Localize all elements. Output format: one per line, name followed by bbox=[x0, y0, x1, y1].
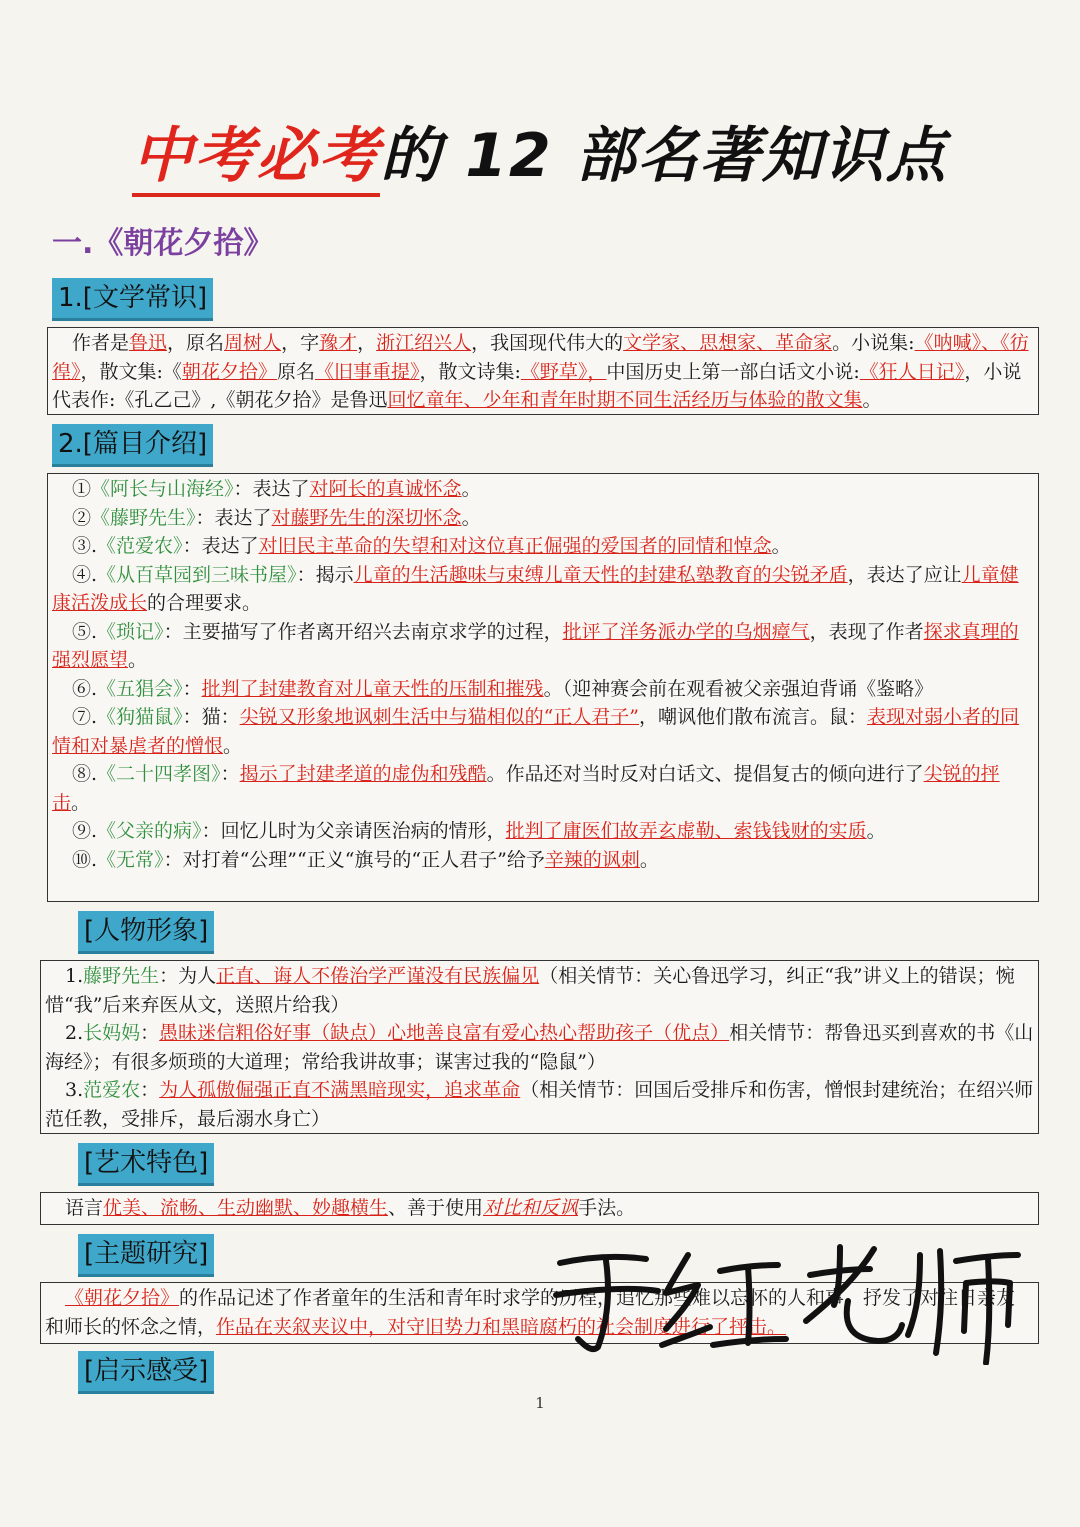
tag-insight: [启示感受] bbox=[78, 1351, 214, 1394]
literary-knowledge-text: 作者是鲁迅，原名周树人，字豫才，浙江绍兴人，我国现代伟大的文学家、思想家、革命家。小说集:《呐喊》、《彷徨》，散文集:《朝花夕拾》原名《旧事重提》，散文诗集:《野草》，中国历史上第一部白话文小说:《狂人日记》，小说代表作:《孔乙己》,《朝花夕拾》是鲁迅回忆童年、少年和青年时期不同生活经历与体验的散文集。 bbox=[52, 332, 1029, 411]
chapter-item: ⑦.《狗猫鼠》：猫：尖锐又形象地讽刺生活中与猫相似的“正人君子”，嘲讽他们散布流言。鼠：表现对弱小者的同情和对暴虐者的憎恨。 bbox=[52, 706, 1020, 757]
section-heading: 一.《朝花夕拾》 bbox=[52, 226, 274, 261]
art-features-text: 语言优美、流畅、生动幽默、妙趣横生、善于使用对比和反讽手法。 bbox=[65, 1197, 636, 1219]
character-item: 3.范爱农：为人孤傲倔强正直不满黑暗现实，追求革命（相关情节：回国后受排斥和伤害，憎恨封建统治；在绍兴师范任教，受排斥，最后溺水身亡） bbox=[45, 1079, 1034, 1130]
page-number: 1 bbox=[535, 1394, 545, 1412]
tag-art-features: [艺术特色] bbox=[78, 1143, 214, 1186]
title-red-part: 中考必考 bbox=[132, 121, 380, 197]
literary-knowledge-box bbox=[47, 327, 1039, 415]
chapter-item: ⑧.《二十四孝图》：揭示了封建孝道的虚伪和残酷。作品还对当时反对白话文、提倡复古的倾向进行了尖锐的抨击。 bbox=[52, 763, 1000, 814]
art-features-box bbox=[40, 1192, 1039, 1225]
chapter-item: ③.《范爱农》：表达了对旧民主革命的失望和对这位真正倔强的爱国者的同情和悼念。 bbox=[72, 535, 791, 557]
chapter-item: ⑨.《父亲的病》：回忆儿时为父亲请医治病的情形，批判了庸医们故弄玄虚勒、索钱钱财的实质。 bbox=[72, 820, 886, 842]
tag-literary-knowledge: 1.[文学常识] bbox=[52, 278, 213, 321]
character-item: 1.藤野先生：为人正直、诲人不倦治学严谨没有民族偏见（相关情节：关心鲁迅学习，纠正“我”讲义上的错误；惋惜“我”后来弃医从文，送照片给我） bbox=[45, 965, 1015, 1016]
characters-box bbox=[40, 960, 1039, 1134]
chapter-item: ②《藤野先生》：表达了对藤野先生的深切怀念。 bbox=[72, 506, 481, 529]
page-title bbox=[0, 108, 1080, 194]
chapter-item: ⑩.《无常》：对打着“公理”“正义“旗号的“正人君子”给予辛辣的讽刺。 bbox=[72, 848, 659, 871]
chapter-item: ④.《从百草园到三味书屋》：揭示儿童的生活趣味与束缚儿童天性的封建私塾教育的尖锐矛盾，表达了应让儿童健康活泼成长的合理要求。 bbox=[52, 563, 1019, 614]
tag-theme-study: [主题研究] bbox=[78, 1234, 214, 1277]
theme-study-text: 《朝花夕拾》的作品记述了作者童年的生活和青年时求学的历程，追忆那些难以忘怀的人和事，抒发了对往日亲友和师长的怀念之情，作品在夹叙夹议中，对守旧势力和黑暗腐朽的社会制度进行了抨击。 bbox=[45, 1287, 1016, 1338]
chapter-intro-box bbox=[47, 473, 1039, 902]
chapter-item: ⑤.《琐记》：主要描写了作者离开绍兴去南京求学的过程，批评了洋务派办学的乌烟瘴气，表现了作者探求真理的强烈愿望。 bbox=[52, 620, 1019, 671]
character-item: 2.长妈妈：愚昧迷信粗俗好事（缺点）心地善良富有爱心热心帮助孩子（优点）相关情节：帮鲁迅买到喜欢的书《山海经》；有很多烦琐的大道理；常给我讲故事；谋害过我的“隐鼠”） bbox=[45, 1022, 1034, 1073]
tag-characters: [人物形象] bbox=[78, 911, 214, 954]
chapter-item: ①《阿长与山海经》：表达了对阿长的真诚怀念。 bbox=[72, 478, 481, 500]
tag-chapter-intro: 2.[篇目介绍] bbox=[52, 424, 213, 467]
chapter-item: ⑥.《五猖会》：批判了封建教育对儿童天性的压制和摧残。（迎神赛会前在观看被父亲强迫背诵《鉴略》 bbox=[72, 677, 934, 700]
title-black-part: 的 12 部名著知识点 bbox=[380, 121, 948, 191]
theme-study-box bbox=[40, 1282, 1039, 1344]
